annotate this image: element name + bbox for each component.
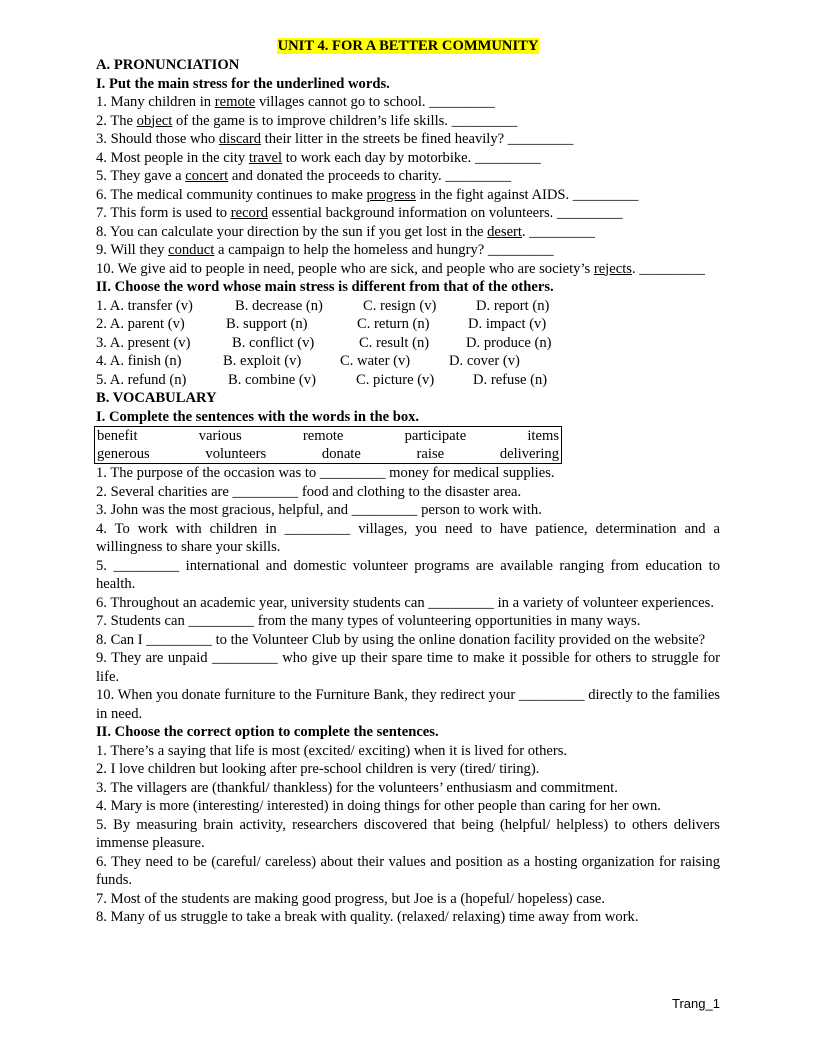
stress-question: [96, 167, 720, 186]
question-text: 7. This form is used to: [96, 205, 231, 221]
fill-blank-sentence: 9. They are unpaid _________ who give up their spare time to make it possible for others to struggle for life.: [96, 650, 720, 685]
fill-blank-sentence: 1. The purpose of the occasion was to _________ money for medical supplies.: [96, 465, 555, 481]
question-text: 1. Many children in: [96, 94, 215, 110]
box-word: items: [527, 428, 559, 444]
section-b-part1-heading: I. Complete the sentences with the words in the box.: [96, 408, 420, 425]
stress-choice-row: [96, 334, 720, 353]
choice-sentence: 4. Mary is more (interesting/ interested) in doing things for other people than caring for her own.: [96, 798, 661, 814]
choice-sentence: 1. There’s a saying that life is most (excited/ exciting) when it is lived for others.: [96, 742, 568, 759]
answer-blank-text: . _________: [521, 223, 595, 240]
underlined-word: discard: [218, 131, 261, 147]
fill-blank-sentence: 7. Students can _________ from the many types of volunteering opportunities in many ways.: [96, 613, 641, 629]
underlined-word: travel: [248, 149, 283, 166]
underlined-word: desert: [487, 223, 522, 240]
stress-question: [96, 241, 720, 260]
underlined-word: concert: [185, 168, 229, 184]
choice-option: B. support (n): [226, 316, 308, 332]
worksheet-title: UNIT 4. FOR A BETTER COMMUNITY: [277, 38, 539, 54]
stress-choice-row: [96, 315, 720, 334]
box-word: participate: [404, 428, 467, 444]
section-b-heading: B. VOCABULARY: [96, 390, 217, 406]
choice-option: C. picture (v): [356, 371, 435, 388]
choice-option: 1. A. transfer (v): [96, 297, 193, 314]
answer-blank-text: essential background information on volunteers. _________: [268, 205, 623, 221]
answer-blank-text: a campaign to help the homeless and hungry? _________: [214, 242, 554, 258]
answer-blank-text: in the fight against AIDS. _________: [415, 186, 639, 203]
choice-option: D. produce (n): [466, 334, 552, 351]
choice-option: 5. A. refund (n): [96, 371, 187, 388]
stress-question: [96, 93, 720, 112]
choice-option: D. impact (v): [468, 316, 547, 332]
choice-sentence-list: [96, 742, 720, 927]
page-number: Trang_1: [672, 996, 720, 1011]
worksheet-page: [96, 37, 720, 927]
choice-option: B. exploit (v): [223, 353, 302, 369]
section-a-heading: A. PRONUNCIATION: [96, 57, 240, 73]
stress-choice-row: [96, 352, 720, 371]
box-word: volunteers: [205, 446, 267, 462]
word-box-row: [97, 427, 559, 445]
choice-sentence: 3. The villagers are (thankful/ thankless) for the volunteers’ enthusiasm and commitment.: [96, 779, 618, 796]
stress-question: [96, 260, 720, 279]
question-text: 5. They gave a: [96, 168, 186, 184]
answer-blank-text: to work each day by motorbike. _________: [282, 149, 541, 166]
question-text: 4. Most people in the city: [96, 149, 249, 166]
choice-sentence: 2. I love children but looking after pre-school children is very (tired/ tiring).: [96, 761, 540, 777]
choice-sentence: 6. They need to be (careful/ careless) about their values and position as a hosting organization for raising funds.: [96, 853, 720, 888]
choice-option: C. return (n): [357, 316, 430, 332]
question-text: 9. Will they: [96, 242, 169, 258]
word-box: [94, 426, 562, 464]
fill-blank-sentence: 8. Can I _________ to the Volunteer Club by using the online donation facility provided on the website?: [96, 631, 706, 648]
answer-blank-text: and donated the proceeds to charity. _________: [228, 168, 511, 184]
box-word: various: [198, 428, 242, 444]
section-b-part2-heading: II. Choose the correct option to complete the sentences.: [96, 724, 439, 740]
section-a-part2-heading: II. Choose the word whose main stress is different from that of the others.: [96, 279, 554, 295]
answer-blank-text: villages cannot go to school. _________: [255, 94, 495, 110]
stress-question: [96, 112, 720, 131]
stress-choice-row: [96, 297, 720, 316]
question-text: 8. You can calculate your direction by the sun if you get lost in the: [96, 223, 488, 240]
fill-blank-sentence: 3. John was the most gracious, helpful, and _________ person to work with.: [96, 502, 542, 518]
fill-blank-sentence: 4. To work with children in _________ villages, you need to have patience, determination and a willingness to share your skills.: [96, 520, 720, 555]
box-word: delivering: [499, 446, 559, 462]
underlined-word: remote: [214, 94, 256, 110]
stress-question: [96, 223, 720, 242]
word-box-row: [97, 445, 559, 463]
choice-option: D. cover (v): [449, 353, 520, 369]
answer-blank-text: of the game is to improve children’s life skills. _________: [172, 112, 518, 129]
question-text: 10. We give aid to people in need, people who are sick, and people who are society’s: [96, 260, 594, 277]
underlined-word: progress: [366, 186, 416, 203]
title-row: [96, 37, 720, 56]
choice-sentence: 8. Many of us struggle to take a break with quality. (relaxed/ relaxing) time away from work.: [96, 909, 639, 925]
stress-question: [96, 204, 720, 223]
choice-option: C. water (v): [340, 353, 411, 369]
stress-question: [96, 186, 720, 205]
choice-option: 2. A. parent (v): [96, 316, 185, 332]
fill-blank-sentence: 6. Throughout an academic year, university students can _________ in a variety of volunteer experiences.: [96, 594, 714, 611]
box-word: raise: [416, 446, 445, 462]
choice-option: B. conflict (v): [232, 334, 315, 351]
fill-blank-list: [96, 464, 720, 723]
stress-question-list: [96, 93, 720, 278]
underlined-word: object: [136, 112, 173, 129]
stress-question: [96, 149, 720, 168]
choice-option: B. combine (v): [228, 371, 316, 388]
underlined-word: rejects: [593, 260, 632, 277]
choice-option: D. refuse (n): [473, 371, 548, 388]
question-text: 2. The: [96, 112, 137, 129]
choice-option: B. decrease (n): [235, 297, 323, 314]
stress-choice-row: [96, 371, 720, 390]
question-text: 3. Should those who: [96, 131, 219, 147]
choice-option: C. resign (v): [363, 297, 437, 314]
choice-option: 3. A. present (v): [96, 334, 191, 351]
answer-blank-text: their litter in the streets be fined heavily? _________: [261, 131, 574, 147]
box-word: benefit: [97, 428, 138, 444]
fill-blank-sentence: 5. _________ international and domestic volunteer programs are available ranging from education to health.: [96, 557, 720, 592]
choice-option: D. report (n): [476, 297, 550, 314]
question-text: 6. The medical community continues to make: [96, 186, 367, 203]
choice-option: C. result (n): [359, 334, 430, 351]
choice-sentence: 7. Most of the students are making good progress, but Joe is a (hopeful/ hopeless) case.: [96, 890, 606, 907]
fill-blank-sentence: 10. When you donate furniture to the Furniture Bank, they redirect your _________ directly to the families in need.: [96, 687, 720, 722]
underlined-word: record: [230, 205, 269, 221]
choice-sentence: 5. By measuring brain activity, researchers discovered that being (helpful/ helpless) to others delivers immense pleasure.: [96, 816, 720, 851]
fill-blank-sentence: 2. Several charities are _________ food and clothing to the disaster area.: [96, 483, 522, 500]
answer-blank-text: . _________: [631, 260, 705, 277]
underlined-word: conduct: [168, 242, 215, 258]
box-word: generous: [97, 446, 150, 462]
choice-option: 4. A. finish (n): [96, 353, 182, 369]
stress-choice-list: [96, 297, 720, 390]
box-word: donate: [321, 446, 361, 462]
section-a-part1-heading: I. Put the main stress for the underlined words.: [96, 75, 390, 92]
stress-question: [96, 130, 720, 149]
box-word: remote: [302, 428, 344, 444]
